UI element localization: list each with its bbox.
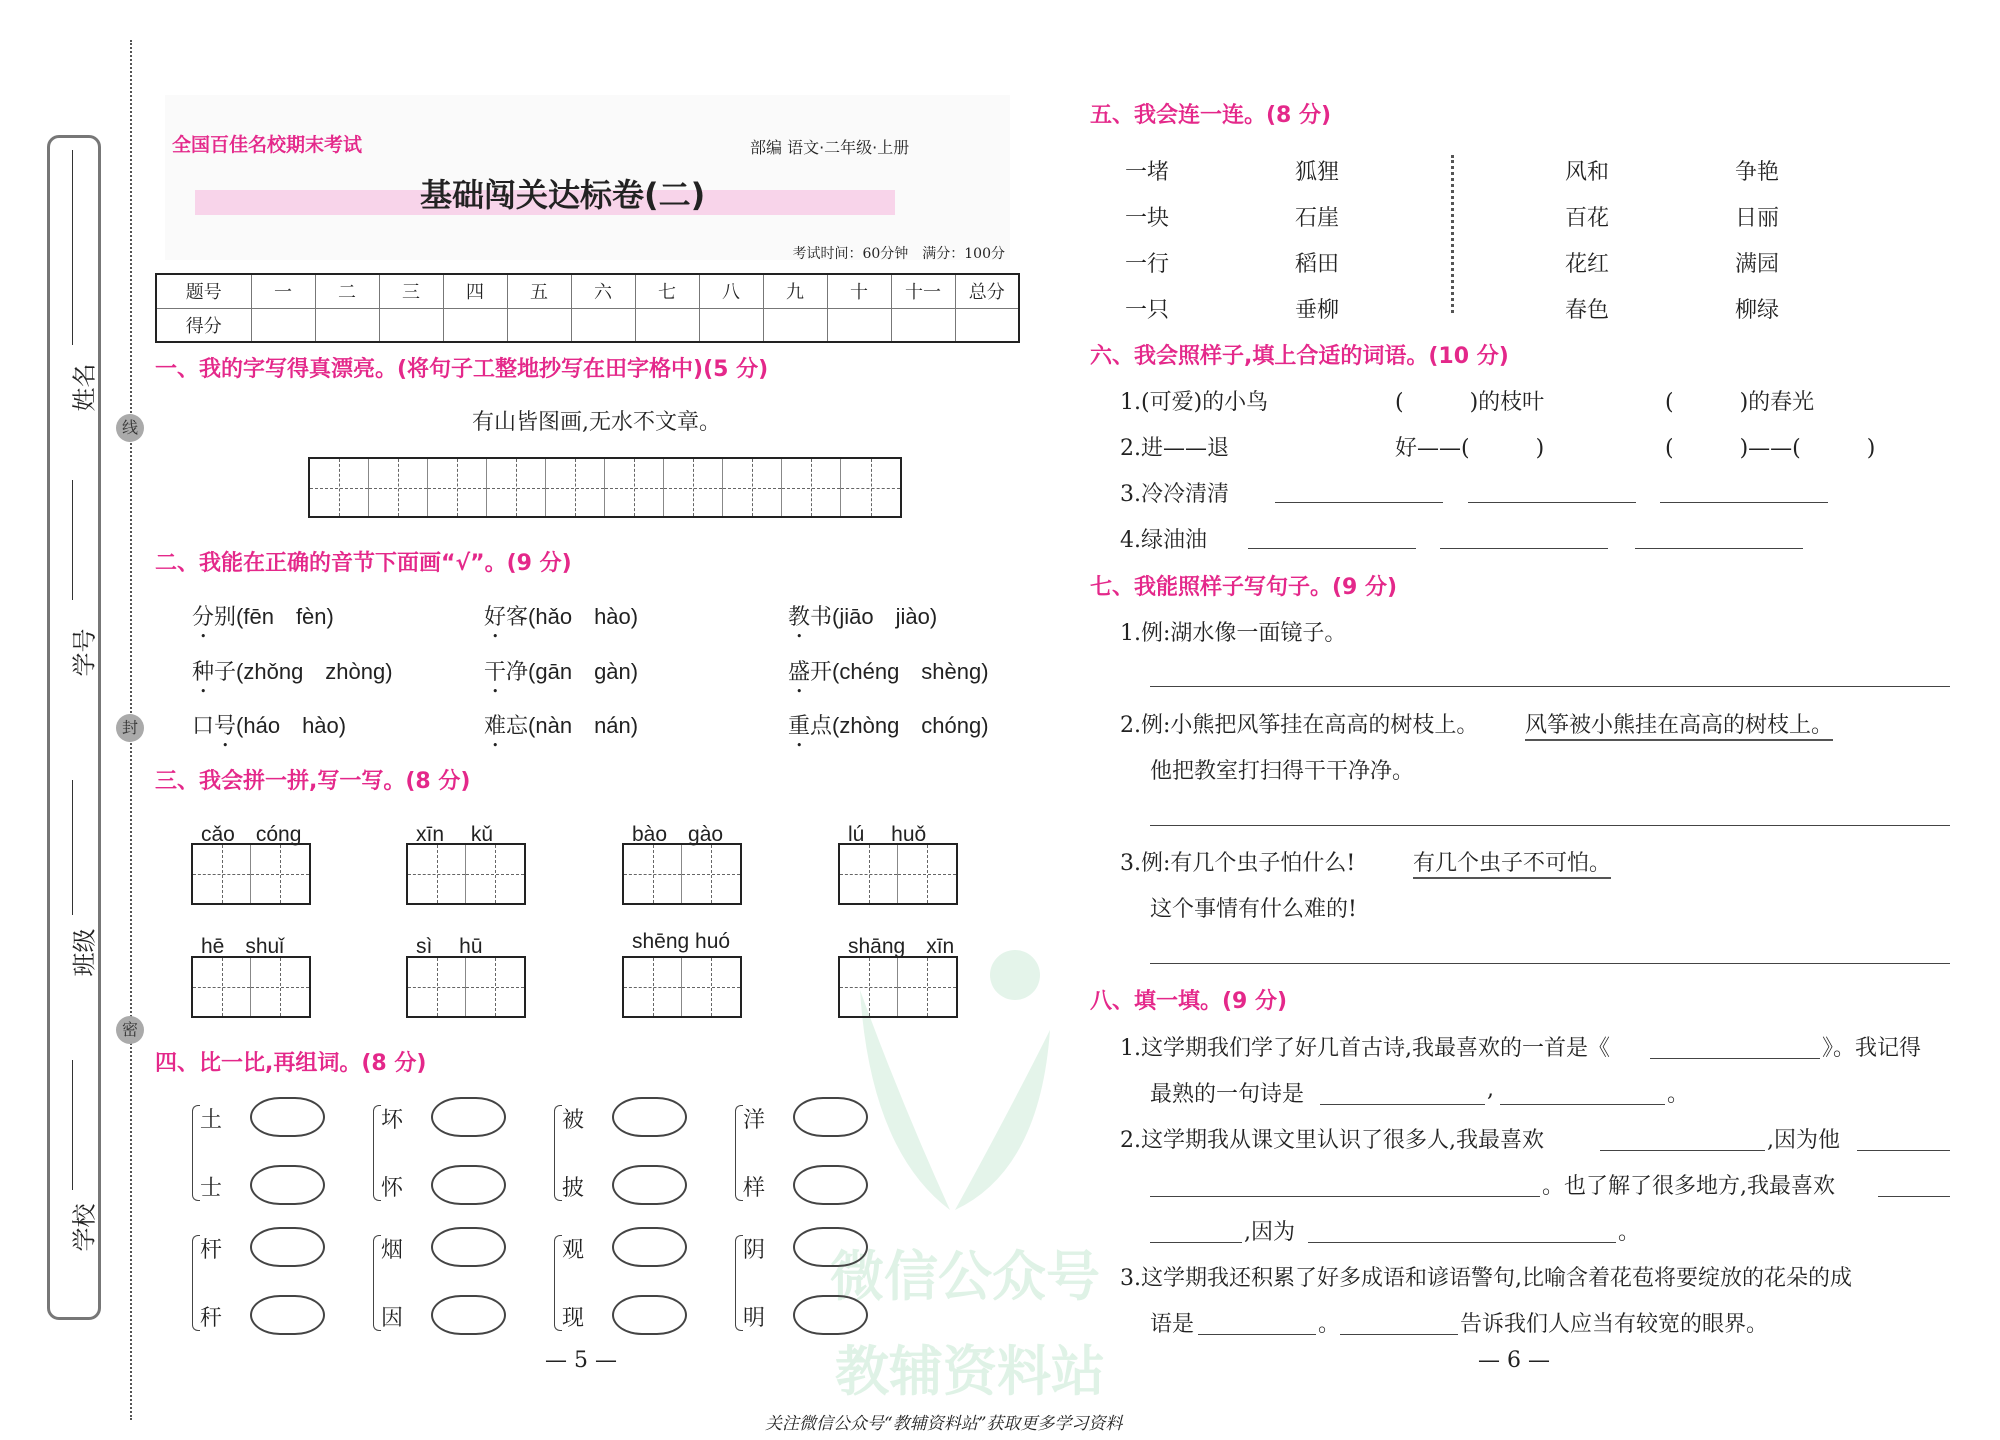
score-input-cell[interactable] [443,308,507,342]
compare-char: 坏 [381,1108,404,1133]
tianzige-cell[interactable] [369,459,428,516]
score-input-cell[interactable] [891,308,955,342]
word-oval-input[interactable] [250,1097,325,1137]
tianzige-cell[interactable] [408,845,466,903]
q8-period-2: 。 [1618,1220,1641,1245]
pinyin-label: hē shuǐ [201,935,284,958]
brace-icon [192,1105,200,1201]
q8-reason-blank-1b[interactable] [1150,1196,1540,1197]
word-char: 分 [192,605,215,630]
match-item[interactable]: 满园 [1735,252,1780,277]
pinyin-options[interactable]: (hǎo hào) [528,604,639,629]
section-1-title: 一、我的字写得真漂亮。(将句子工整地抄写在田字格中)(5 分) [155,357,769,382]
binding-field-label: 学校 [70,1203,99,1252]
pinyin-choice-item [788,655,989,698]
score-input-cell[interactable] [955,308,1019,342]
brace-icon [192,1235,200,1331]
binding-field-line[interactable] [72,780,73,915]
word-char: 干 [484,660,507,685]
score-input-cell[interactable] [635,308,699,342]
score-header-cell: 总分 [955,274,1019,308]
score-header-cell: 八 [699,274,763,308]
tianzige-box[interactable] [622,956,742,1018]
score-table [155,273,1020,343]
binding-field-line[interactable] [72,480,73,600]
pinyin-options[interactable]: (gān gàn) [528,659,639,684]
pinyin-options[interactable]: (chéng shèng) [832,659,989,684]
score-input-cell[interactable] [507,308,571,342]
seal-mark: 线 [116,414,144,442]
q8-place-blank-b[interactable] [1150,1242,1242,1243]
match-item[interactable]: 日丽 [1735,206,1780,231]
q7-1-answer-line[interactable] [1150,686,1950,687]
q8-3-text-b: 语是 [1150,1312,1195,1337]
brace-icon [554,1235,562,1331]
page-title: 基础闯关达标卷(二) [420,176,706,214]
tianzige-cell[interactable] [841,459,900,516]
compare-char: 杆 [200,1238,223,1263]
tianzige-box[interactable] [406,843,526,905]
q7-2-example-answer: 风筝被小熊挂在高高的树枝上。 [1525,708,1833,741]
word-char: 盛 [788,660,811,685]
word-oval-input[interactable] [793,1227,868,1267]
q8-1-text-b: 》。我记得 [1822,1036,1922,1061]
score-header-cell: 十 [827,274,891,308]
score-input-cell[interactable] [827,308,891,342]
tianzige-cell[interactable] [546,459,605,516]
tianzige-box[interactable] [622,843,742,905]
tianzige-cell[interactable] [408,958,466,1016]
pinyin-choice-item [192,600,334,643]
q8-saying-blank[interactable] [1340,1334,1458,1335]
seal-mark: 密 [116,1016,144,1044]
score-header-cell: 一 [251,274,315,308]
tianzige-cell[interactable] [193,958,251,1016]
q8-person-blank[interactable] [1600,1150,1765,1151]
fill-item: 3.冷冷清清 [1120,482,1229,507]
edition-label: 部编 语文·二年级·上册 [750,138,910,157]
pinyin-label: shēng huó [632,930,731,953]
word-oval-input[interactable] [431,1097,506,1137]
tianzige-cell[interactable] [840,958,898,1016]
pinyin-options[interactable]: (jiāo jiào) [832,604,938,629]
pinyin-label: sì hū [416,935,483,958]
q7-2-example: 2.例:小熊把风筝挂在高高的树枝上。 [1120,713,1479,738]
match-item[interactable]: 狐狸 [1295,160,1340,185]
tianzige-box[interactable] [406,956,526,1018]
pinyin-label: shāng xīn [848,935,955,958]
word-char: 号 [214,714,237,739]
match-item[interactable]: 花红 [1565,252,1610,277]
word-oval-input[interactable] [612,1165,687,1205]
word-char: 点 [810,714,833,739]
match-item[interactable]: 一行 [1125,252,1170,277]
tianzige-cell[interactable] [251,958,309,1016]
fill-item[interactable]: ( )的春光 [1665,390,1815,415]
copy-sentence: 有山皆图画,无水不文章。 [472,410,721,435]
compare-char: 烟 [381,1238,404,1263]
divider-zigzag [1451,155,1454,313]
word-oval-input[interactable] [250,1165,325,1205]
page-number-6: — 6 — [1478,1348,1550,1373]
q8-reason-blank-2[interactable] [1308,1242,1616,1243]
compare-char: 观 [562,1238,585,1263]
tianzige-grid[interactable] [308,457,902,518]
score-header-cell: 七 [635,274,699,308]
word-oval-input[interactable] [612,1227,687,1267]
fill-item: 2.进——退 [1120,436,1229,461]
pinyin-label: bào gào [632,823,724,846]
pinyin-options[interactable]: (nàn nán) [528,713,639,738]
tianzige-cell[interactable] [466,958,524,1016]
q8-line-blank-2[interactable] [1500,1104,1665,1105]
fill-blank-line[interactable] [1440,548,1608,549]
word-oval-input[interactable] [793,1165,868,1205]
q7-1-example: 1.例:湖水像一面镜子。 [1120,621,1347,646]
word-oval-input[interactable] [250,1227,325,1267]
word-char: 净 [506,660,529,685]
score-header-cell: 六 [571,274,635,308]
score-header-cell: 题号 [156,274,251,308]
fill-item[interactable]: ( )的枝叶 [1395,390,1545,415]
brace-icon [373,1235,381,1331]
compare-char: 士 [200,1176,223,1201]
tianzige-cell[interactable] [624,958,682,1016]
match-item[interactable]: 一只 [1125,298,1170,323]
tianzige-cell[interactable] [624,845,682,903]
compare-char: 现 [562,1306,585,1331]
tianzige-cell[interactable] [782,459,841,516]
pinyin-options[interactable]: (zhǒng zhòng) [236,659,393,684]
fill-item: 4.绿油油 [1120,528,1207,553]
compare-char: 被 [562,1108,585,1133]
pinyin-choice-item [192,709,346,752]
match-item[interactable]: 一块 [1125,206,1170,231]
brace-icon [735,1105,743,1201]
match-item[interactable]: 垂柳 [1295,298,1340,323]
fill-blank-line[interactable] [1468,502,1636,503]
pinyin-options[interactable]: (fēn fèn) [236,604,334,629]
q7-3-task: 这个事情有什么难的! [1150,897,1357,922]
match-item[interactable]: 百花 [1565,206,1610,231]
score-input-cell[interactable] [763,308,827,342]
tianzige-cell[interactable] [466,845,524,903]
pinyin-choice-item [788,600,937,643]
tianzige-box[interactable] [838,843,958,905]
binding-field-line[interactable] [72,150,73,345]
section-5-title: 五、我会连一连。(8 分) [1090,103,1332,128]
binding-strip [47,135,101,1320]
word-char: 教 [788,605,811,630]
compare-char: 秆 [200,1306,223,1331]
tianzige-cell[interactable] [898,845,956,903]
match-item[interactable]: 一堵 [1125,160,1170,185]
match-item[interactable]: 石崖 [1295,206,1340,231]
word-char: 书 [810,605,833,630]
compare-char: 阴 [743,1238,766,1263]
q8-3-text: 3.这学期我还积累了好多成语和谚语警句,比喻含着花苞将要绽放的花朵的成 [1120,1266,1852,1291]
tianzige-box[interactable] [191,956,311,1018]
section-3-title: 三、我会拼一拼,写一写。(8 分) [155,769,471,794]
section-8-title: 八、填一填。(9 分) [1090,989,1288,1014]
q8-line-blank-1[interactable] [1320,1104,1485,1105]
compare-char: 明 [743,1306,766,1331]
compare-char: 披 [562,1176,585,1201]
tianzige-cell[interactable] [193,845,251,903]
fill-blank-line[interactable] [1660,502,1828,503]
pinyin-label: cǎo cóng [201,823,302,846]
score-input-cell[interactable] [699,308,763,342]
q8-poem-blank[interactable] [1650,1058,1820,1059]
score-header-cell: 四 [443,274,507,308]
tianzige-cell[interactable] [487,459,546,516]
word-oval-input[interactable] [612,1097,687,1137]
word-oval-input[interactable] [431,1295,506,1335]
q8-reason-blank-1a[interactable] [1857,1150,1950,1151]
word-char: 口 [192,714,215,739]
pinyin-options[interactable]: (zhòng chóng) [832,713,989,738]
tianzige-cell[interactable] [682,958,740,1016]
binding-field-line[interactable] [72,1060,73,1190]
q8-period: 。 [1667,1082,1690,1107]
word-char: 好 [484,605,507,630]
score-input-cell[interactable] [571,308,635,342]
word-oval-input[interactable] [793,1097,868,1137]
match-item[interactable]: 稻田 [1295,252,1340,277]
score-input-cell[interactable] [251,308,315,342]
q8-2-text: 2.这学期我从课文里认识了很多人,我最喜欢 [1120,1128,1544,1153]
word-char: 开 [810,660,833,685]
brace-icon [735,1235,743,1331]
q8-place-blank-a[interactable] [1878,1196,1950,1197]
tianzige-box[interactable] [191,843,311,905]
word-oval-input[interactable] [431,1165,506,1205]
pinyin-label: lú huǒ [848,823,927,846]
brace-icon [373,1105,381,1201]
fill-blank-line[interactable] [1635,548,1803,549]
word-char: 种 [192,660,215,685]
pinyin-label: xīn kǔ [416,823,494,846]
match-item[interactable]: 柳绿 [1735,298,1780,323]
q8-2-text-d: ,因为 [1244,1220,1295,1245]
section-7-title: 七、我能照样子写句子。(9 分) [1090,575,1398,600]
tianzige-cell[interactable] [251,845,309,903]
exam-info: 考试时间：60分钟 满分：100分 [792,246,1005,262]
q7-3-example: 3.例:有几个虫子怕什么! [1120,851,1356,876]
word-char: 忘 [506,714,529,739]
score-header-cell: 二 [315,274,379,308]
section-6-title: 六、我会照样子,填上合适的词语。(10 分) [1090,344,1509,369]
match-item[interactable]: 春色 [1565,298,1610,323]
q7-2-answer-line[interactable] [1150,825,1950,826]
pinyin-options[interactable]: (háo hào) [236,713,347,738]
binding-field-label: 姓名 [70,363,99,412]
word-char: 难 [484,714,507,739]
q8-comma: , [1487,1077,1494,1102]
word-char: 子 [214,660,237,685]
binding-field-label: 学号 [70,628,99,677]
page-number-5: — 5 — [545,1348,617,1373]
tianzige-cell[interactable] [723,459,782,516]
pinyin-choice-item [192,655,393,698]
word-oval-input[interactable] [431,1227,506,1267]
tianzige-cell[interactable] [664,459,723,516]
word-char: 别 [214,605,237,630]
compare-char: 洋 [743,1108,766,1133]
tianzige-cell[interactable] [682,845,740,903]
fill-item: 1.(可爱)的小鸟 [1120,390,1269,415]
pinyin-choice-item [484,655,638,698]
match-item[interactable]: 争艳 [1735,160,1780,185]
word-oval-input[interactable] [793,1295,868,1335]
watermark-text-2: 教辅资料站 [835,1340,1105,1403]
compare-char: 因 [381,1306,404,1331]
score-input-cell[interactable] [315,308,379,342]
q8-1-text-c: 最熟的一句诗是 [1150,1082,1305,1107]
pinyin-choice-item [484,600,638,643]
score-header-cell: 五 [507,274,571,308]
section-2-title: 二、我能在正确的音节下面画“√”。(9 分) [155,551,572,576]
series-label: 全国百佳名校期末考试 [172,134,363,156]
q8-period-3: 。 [1318,1312,1341,1337]
compare-char: 怀 [381,1176,404,1201]
word-char: 重 [788,714,811,739]
score-header-cell: 三 [379,274,443,308]
tianzige-box[interactable] [838,956,958,1018]
q7-2-task: 他把教室打扫得干干净净。 [1150,759,1415,784]
watermark-text-1: 微信公众号 [830,1245,1100,1308]
q7-3-answer-line[interactable] [1150,963,1950,964]
tianzige-cell[interactable] [428,459,487,516]
footer-note: 关注微信公众号“教辅资料站”获取更多学习资料 [765,1414,1123,1434]
tianzige-cell[interactable] [840,845,898,903]
score-row-label: 得分 [156,308,251,342]
tianzige-cell[interactable] [310,459,369,516]
q8-3-text-c: 告诉我们人应当有较宽的眼界。 [1460,1312,1769,1337]
score-header-cell: 九 [763,274,827,308]
word-oval-input[interactable] [250,1295,325,1335]
compare-char: 土 [200,1108,223,1133]
fill-blank-line[interactable] [1275,502,1443,503]
word-oval-input[interactable] [612,1295,687,1335]
q8-1-text: 1.这学期我们学了好几首古诗,我最喜欢的一首是《 [1120,1036,1610,1061]
q8-idiom-blank[interactable] [1198,1334,1316,1335]
section-4-title: 四、比一比,再组词。(8 分) [155,1051,427,1076]
score-input-cell[interactable] [379,308,443,342]
tianzige-cell[interactable] [605,459,664,516]
tianzige-cell[interactable] [898,958,956,1016]
fill-item[interactable]: ( )——( ) [1665,436,1876,461]
binding-field-label: 班级 [70,928,99,977]
q7-3-example-answer: 有几个虫子不可怕。 [1413,846,1611,879]
seal-mark: 封 [116,714,144,742]
fill-blank-line[interactable] [1248,548,1416,549]
fill-item[interactable]: 好——( ) [1395,436,1545,461]
pinyin-choice-item [484,709,638,752]
brace-icon [554,1105,562,1201]
word-char: 客 [506,605,529,630]
q8-2-text-b: ,因为他 [1767,1128,1840,1153]
q8-2-text-c: 。也了解了很多地方,我最喜欢 [1542,1174,1835,1199]
match-item[interactable]: 风和 [1565,160,1610,185]
compare-char: 样 [743,1176,766,1201]
score-header-cell: 十一 [891,274,955,308]
pinyin-choice-item [788,709,989,752]
